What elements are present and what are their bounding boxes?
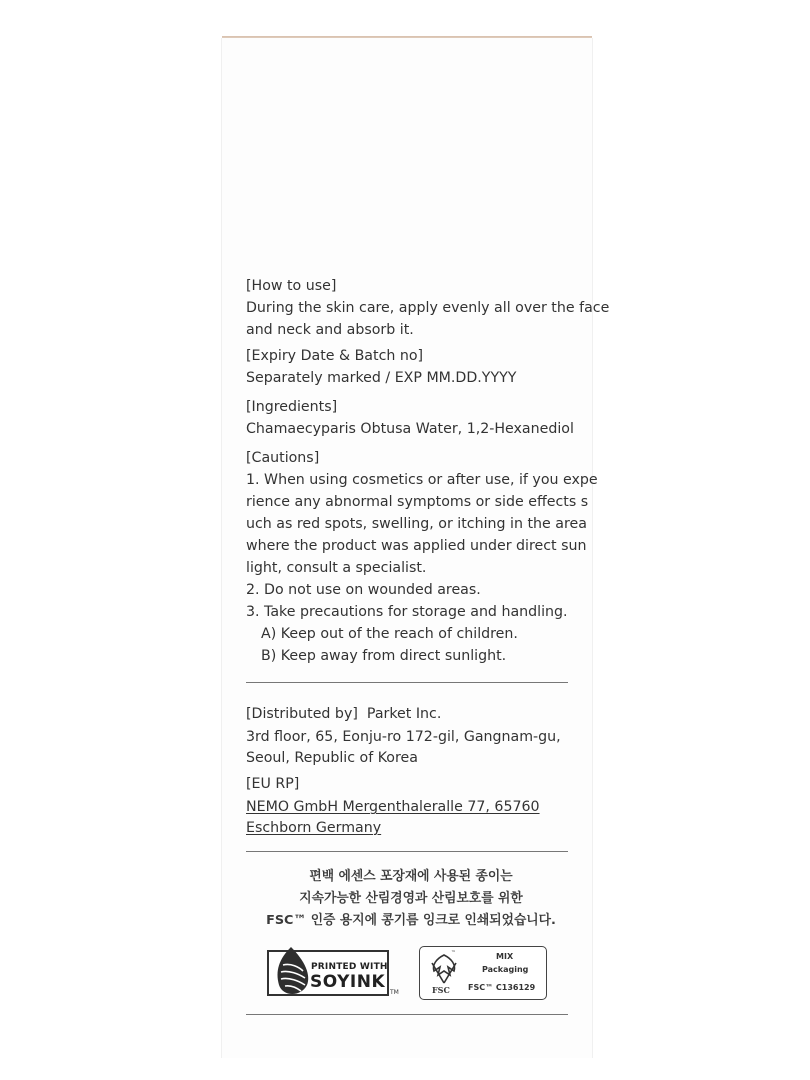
ingredients-text: Chamaecyparis Obtusa Water, 1,2-Hexanediol [246,421,574,437]
soyink-logo [267,945,399,1001]
divider [246,851,568,852]
korean-notice-line: 편백 에센스 포장재에 사용된 종이는 [309,869,513,884]
soyink-tm: TM [390,989,399,996]
caution-sub-item: A) Keep out of the reach of children. [261,626,518,642]
caution-line: rience any abnormal symptoms or side effects s [246,494,589,510]
korean-notice [246,866,576,932]
divider [246,1014,568,1015]
expiry-text: Separately marked / EXP MM.DD.YYYY [246,370,517,386]
fsc-tm: ™ [451,950,456,956]
distributor-address-line: Seoul, Republic of Korea [246,750,418,766]
ingredients-heading: [Ingredients] [246,399,338,415]
caution-sub-item: B) Keep away from direct sunlight. [261,648,507,664]
fsc-label: FSC [432,985,450,995]
fsc-tree-icon [426,953,462,985]
distributor-address-line: 3rd floor, 65, Eonju-ro 172-gil, Gangnam-gu, [246,729,561,745]
caution-line: 1. When using cosmetics or after use, if you expe [246,472,598,488]
soybean-icon [271,945,313,999]
fsc-logo [419,946,547,1000]
eu-rp-heading: [EU RP] [246,776,300,792]
eu-rp-line: Eschborn Germany [246,820,382,836]
how-to-use-line: During the skin care, apply evenly all over the face [246,300,610,316]
cautions-heading: [Cautions] [246,450,320,466]
caution-line: 2. Do not use on wounded areas. [246,582,481,598]
eu-rp-line: NEMO GmbH Mergenthaleralle 77, 65760 [246,799,540,815]
distributor-info [246,704,576,839]
fsc-code: FSC™ C136129 [468,983,536,992]
korean-notice-line: 지속가능한 산림경영과 산림보호를 위한 [299,891,523,906]
caution-line: light, consult a specialist. [246,560,427,576]
divider [246,682,568,683]
fsc-mix: MIX [496,952,514,961]
caution-line: uch as red spots, swelling, or itching in the area [246,516,587,532]
caution-line: 3. Take precautions for storage and handling. [246,604,568,620]
expiry-heading: [Expiry Date & Batch no] [246,348,424,364]
distributor-heading: [Distributed by] [246,706,358,722]
soyink-line2: SOYINK [310,972,386,992]
korean-notice-line: FSC™ 인증 용지에 콩기름 잉크로 인쇄되었습니다. [266,913,556,928]
caution-line: where the product was applied under direct sun [246,538,587,554]
product-info [246,275,610,667]
fsc-packaging: Packaging [482,965,529,974]
how-to-use-line: and neck and absorb it. [246,322,414,338]
distributor-name: Parket Inc. [366,706,442,722]
soyink-line1: PRINTED WITH [311,962,388,972]
how-to-use-heading: [How to use] [246,278,337,294]
